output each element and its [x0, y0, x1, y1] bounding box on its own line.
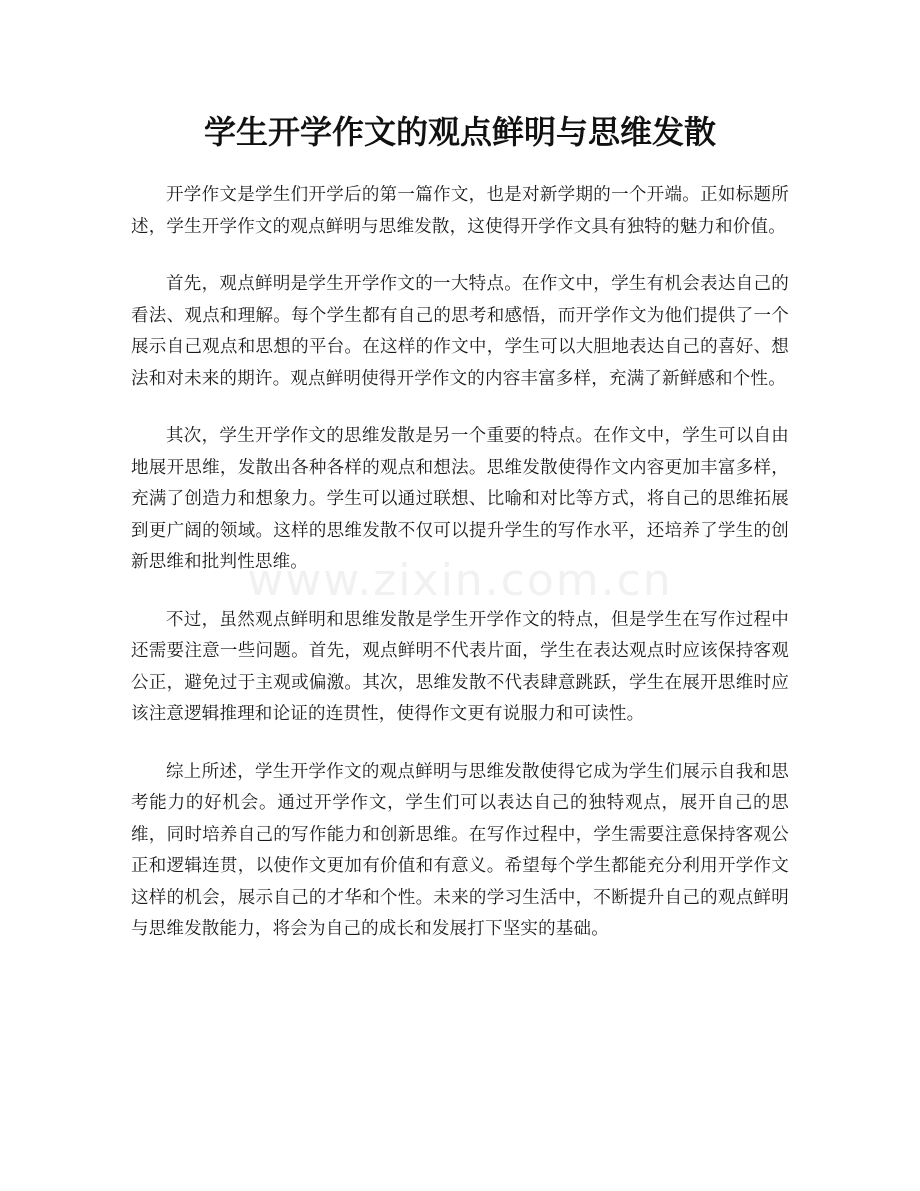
watermark: www.zixin.com.cn	[247, 555, 673, 606]
paragraph-5: 综上所述，学生开学作文的观点鲜明与思维发散使得它成为学生们展示自我和思考能力的好机会。通过开学作文，学生们可以表达自己的独特观点，展开自己的思维，同时培养自己的写作能力和创新思维。在写作过程中，学生需要注意保持客观公正和逻辑连贯，以使作文更加有价值和有意义。希望每个学生都能充分利用开学作文这样的机会，展示自己的才华和个性。未来的学习生活中，不断提升自己的观点鲜明与思维发散能力，将会为自己的成长和发展打下坚实的基础。	[131, 761, 789, 939]
paragraph-4: 不过，虽然观点鲜明和思维发散是学生开学作文的特点，但是学生在写作过程中还需要注意一些问题。首先，观点鲜明不代表片面，学生在表达观点时应该保持客观公正，避免过于主观或偏激。其次，思维发散不代表肆意跳跃，学生在展开思维时应该注意逻辑推理和论证的连贯性，使得作文更有说服力和可读性。	[131, 609, 789, 724]
paragraph-3: 其次，学生开学作文的思维发散是另一个重要的特点。在作文中，学生可以自由地展开思维，发散出各种各样的观点和想法。思维发散使得作文内容更加丰富多样，充满了创造力和想象力。学生可以通过联想、比喻和对比等方式，将自己的思维拓展到更广阔的领域。这样的思维发散不仅可以提升学生的写作水平，还培养了学生的创新思维和批判性思维。	[131, 426, 789, 572]
paragraph-2: 首先，观点鲜明是学生开学作文的一大特点。在作文中，学生有机会表达自己的看法、观点和理解。每个学生都有自己的思考和感悟，而开学作文为他们提供了一个展示自己观点和思想的平台。在这样的作文中，学生可以大胆地表达自己的喜好、想法和对未来的期许。观点鲜明使得开学作文的内容丰富多样，充满了新鲜感和个性。	[131, 274, 789, 389]
document-title: 学生开学作文的观点鲜明与思维发散	[203, 113, 716, 151]
paragraph-1: 开学作文是学生们开学后的第一篇作文，也是对新学期的一个开端。正如标题所述，学生开学作文的观点鲜明与思维发散，这使得开学作文具有独特的魅力和价值。	[131, 185, 789, 237]
document-body	[131, 180, 789, 972]
